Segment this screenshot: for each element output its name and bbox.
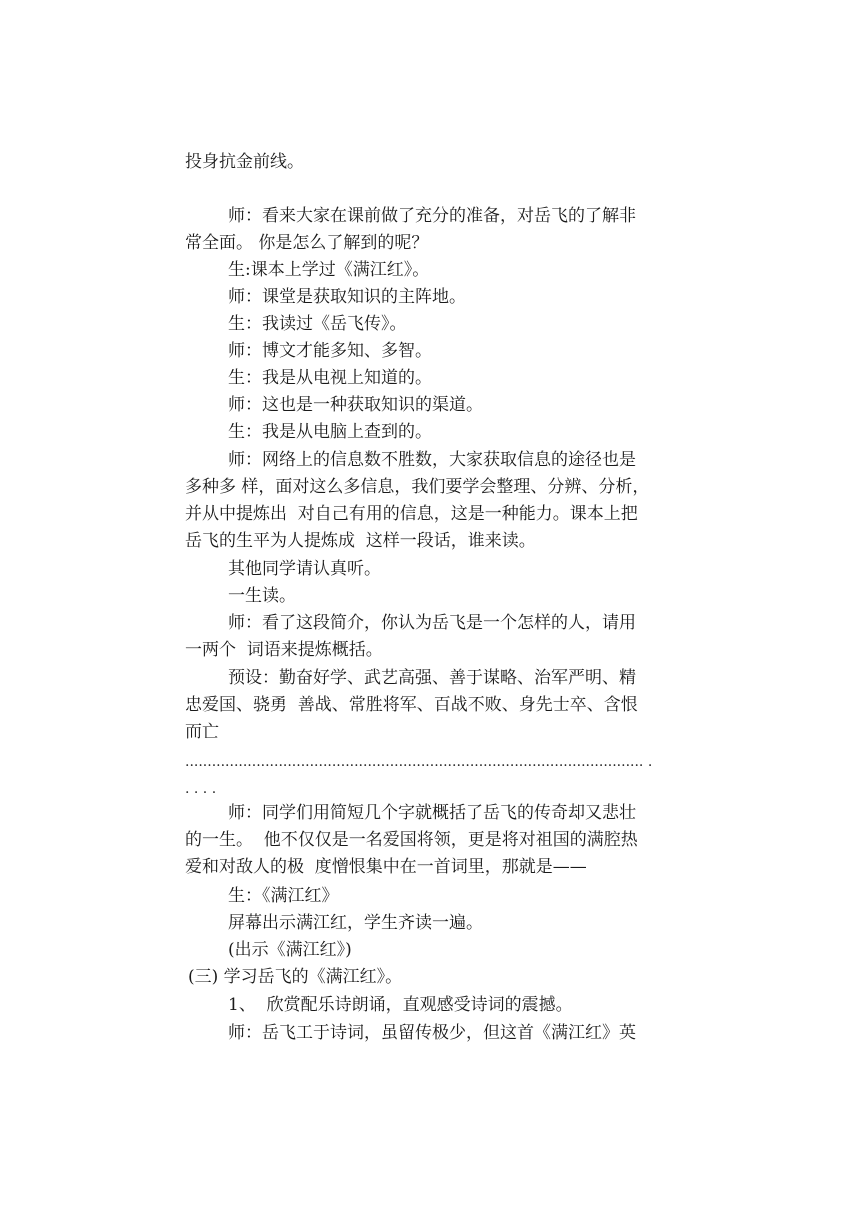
text-line: 生：我读过《岳飞传》。 [228, 314, 407, 334]
text-line: 一生读。 [228, 586, 296, 606]
text-line: 屏幕出示满江红，学生齐读一遍。 [228, 913, 483, 933]
text-line: 而亡 [185, 722, 219, 742]
ellipsis-line: . . . . [185, 781, 217, 797]
text-line: 师：博文才能多知、多智。 [228, 341, 432, 361]
section-heading: (三) 学习岳飞的《满江红》。 [188, 967, 403, 987]
text-line: 师：网络上的信息数不胜数，大家获取信息的途径也是 [228, 450, 636, 470]
text-line: 师：看来大家在课前做了充分的准备，对岳飞的了解非 [228, 206, 636, 226]
text-line: 一两个 词语来提炼概括。 [185, 640, 383, 660]
text-line: 投身抗金前线。 [185, 152, 304, 172]
text-line: 的一生。 他不仅仅是一名爱国将领，更是将对祖国的满腔热 [185, 830, 638, 850]
text-line: 岳飞的生平为人提炼成 这样一段话，谁来读。 [185, 531, 536, 551]
text-line: 常全面。 你是怎么了解到的呢？ [185, 233, 429, 253]
ellipsis-line: ....................................................................................................... . [185, 754, 653, 770]
text-line: 师：岳飞工于诗词，虽留传极少，但这首《满江红》英 [228, 1023, 636, 1043]
text-line: 忠爱国、骁勇 善战、常胜将军、百战不败、身先士卒、含恨 [185, 695, 638, 715]
text-line: 多种多 样，面对这么多信息，我们要学会整理、分辨、分析， [185, 477, 650, 497]
text-line: 生：我是从电视上知道的。 [228, 368, 432, 388]
text-line: 其他同学请认真听。 [228, 559, 381, 579]
text-line: 师：这也是一种获取知识的渠道。 [228, 395, 483, 415]
text-line: 预设：勤奋好学、武艺高强、善于谋略、治军严明、精 [228, 668, 636, 688]
text-line: 生：我是从电脑上查到的。 [228, 422, 432, 442]
text-line: 生:课本上学过《满江红》。 [228, 260, 430, 280]
text-line: 师：看了这段简介，你认为岳飞是一个怎样的人，请用 [228, 613, 636, 633]
text-line: 并从中提炼出 对自己有用的信息，这是一种能力。课本上把 [185, 504, 638, 524]
text-line: 1、 欣赏配乐诗朗诵，直观感受诗词的震撼。 [228, 995, 573, 1015]
text-line: 生：《满江红》 [228, 886, 339, 906]
text-line: 师：课堂是获取知识的主阵地。 [228, 287, 466, 307]
text-line: 师：同学们用简短几个字就概括了岳飞的传奇却又悲壮 [228, 803, 636, 823]
text-line: 爱和对敌人的极 度憎恨集中在一首词里，那就是—— [185, 857, 587, 877]
text-line: (出示《满江红》) [228, 940, 352, 960]
